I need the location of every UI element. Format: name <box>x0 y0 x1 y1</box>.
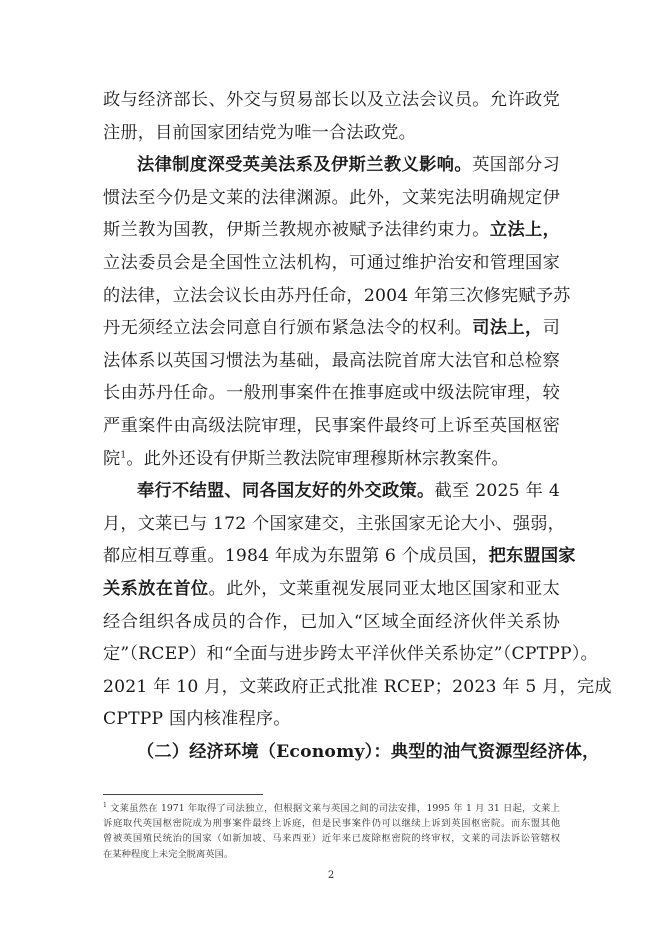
text-line: 法体系以英国习惯法为基础，最高法院首席大法官和总检察 <box>103 350 560 371</box>
bold-asean-priority: 把东盟国家 <box>488 546 576 567</box>
footnote-line: 诉庭取代英国枢密院成为刑事案件最终上诉庭，但是民事案件仍可以继续上诉到英国枢密院。而东盟其他 <box>103 818 560 830</box>
bold-judicial: 司法上， <box>472 318 543 339</box>
footnote-marker: 1 <box>103 801 107 809</box>
text-line: 法律制度深受英美法系及伊斯兰教义影响。英国部分习 <box>137 155 560 176</box>
text-line: 注册，目前国家团结党为唯一合法政党。 <box>103 122 416 143</box>
footnote-reference[interactable]: 1 <box>120 449 127 460</box>
text-line: 的法律，立法会议长由苏丹任命，2004 年第三次修宪赋予苏 <box>103 285 571 306</box>
text-line: 月，文莱已与 172 个国家建交，主张国家无论大小、强弱， <box>103 513 566 534</box>
text-line: 丹无须经立法会同意自行颁布紧急法令的权利。司法上，司 <box>103 318 560 339</box>
text-line: 关系放在首位。此外，文莱重视发展同亚太地区国家和亚太 <box>103 578 560 599</box>
text-line: 立法委员会是全国性立法机构，可通过维护治安和管理国家 <box>103 252 560 273</box>
text-line: 严重案件由高级法院审理，民事案件最终可上诉至英国枢密 <box>103 415 560 436</box>
footnote-line: 在某种程度上未完全脱离英国。 <box>103 848 234 860</box>
page-number: 2 <box>327 870 335 881</box>
text-line: CPTPP 国内核准程序。 <box>103 709 291 730</box>
text-line: 经合组织各成员的合作，已加入“区域全面经济伙伴关系协 <box>103 611 560 632</box>
bold-lead-legal-system: 法律制度深受英美法系及伊斯兰教义影响。 <box>137 155 473 176</box>
bold-lead-foreign-policy: 奉行不结盟、同各国友好的外交政策。 <box>137 481 435 502</box>
text-line: 长由苏丹任命。一般刑事案件在推事庭或中级法院审理，较 <box>103 383 560 404</box>
text-line: 定”（RCEP）和“全面与进步跨太平洋伙伴关系协定”（CPTPP）。 <box>103 644 598 665</box>
text-line: 惯法至今仍是文莱的法律渊源。此外，文莱宪法明确规定伊 <box>103 187 560 208</box>
footnote-separator <box>103 794 263 795</box>
text-line: 院$^1$。此外还设有伊斯兰教法院审理穆斯林宗教案件。 <box>103 448 509 469</box>
footnote-line: $^1$ 文莱虽然在 1971 年取得了司法独立，但根据文莱与英国之间的司法安排，1995 年 1 月 31 日起，文莱上 <box>103 801 560 814</box>
bold-legislative: 立法上， <box>489 220 560 241</box>
text-line: 2021 年 10 月，文莱政府正式批准 RCEP；2023 年 5 月，完成 <box>103 676 612 697</box>
bold-asean-priority-cont: 关系放在首位 <box>103 578 209 599</box>
text-line: 奉行不结盟、同各国友好的外交政策。截至 2025 年 4 <box>137 481 560 502</box>
text-line: 都应相互尊重。1984 年成为东盟第 6 个成员国，把东盟国家 <box>103 546 576 567</box>
section-heading-economy: （二）经济环境（Economy）：典型的油气资源型经济体， <box>137 741 600 762</box>
body-text <box>103 84 612 768</box>
text-line: 政与经济部长、外交与贸易部长以及立法会议员。允许政党 <box>103 90 560 110</box>
text-line: 斯兰教为国教，伊斯兰教规亦被赋予法律约束力。立法上， <box>103 220 560 241</box>
footnote-line: 曾被英国殖民统治的国家（如新加坡、马来西亚）近年来已废除枢密院的终审权，文莱的司法诉讼管辖权 <box>103 833 560 845</box>
footnote <box>103 801 560 862</box>
